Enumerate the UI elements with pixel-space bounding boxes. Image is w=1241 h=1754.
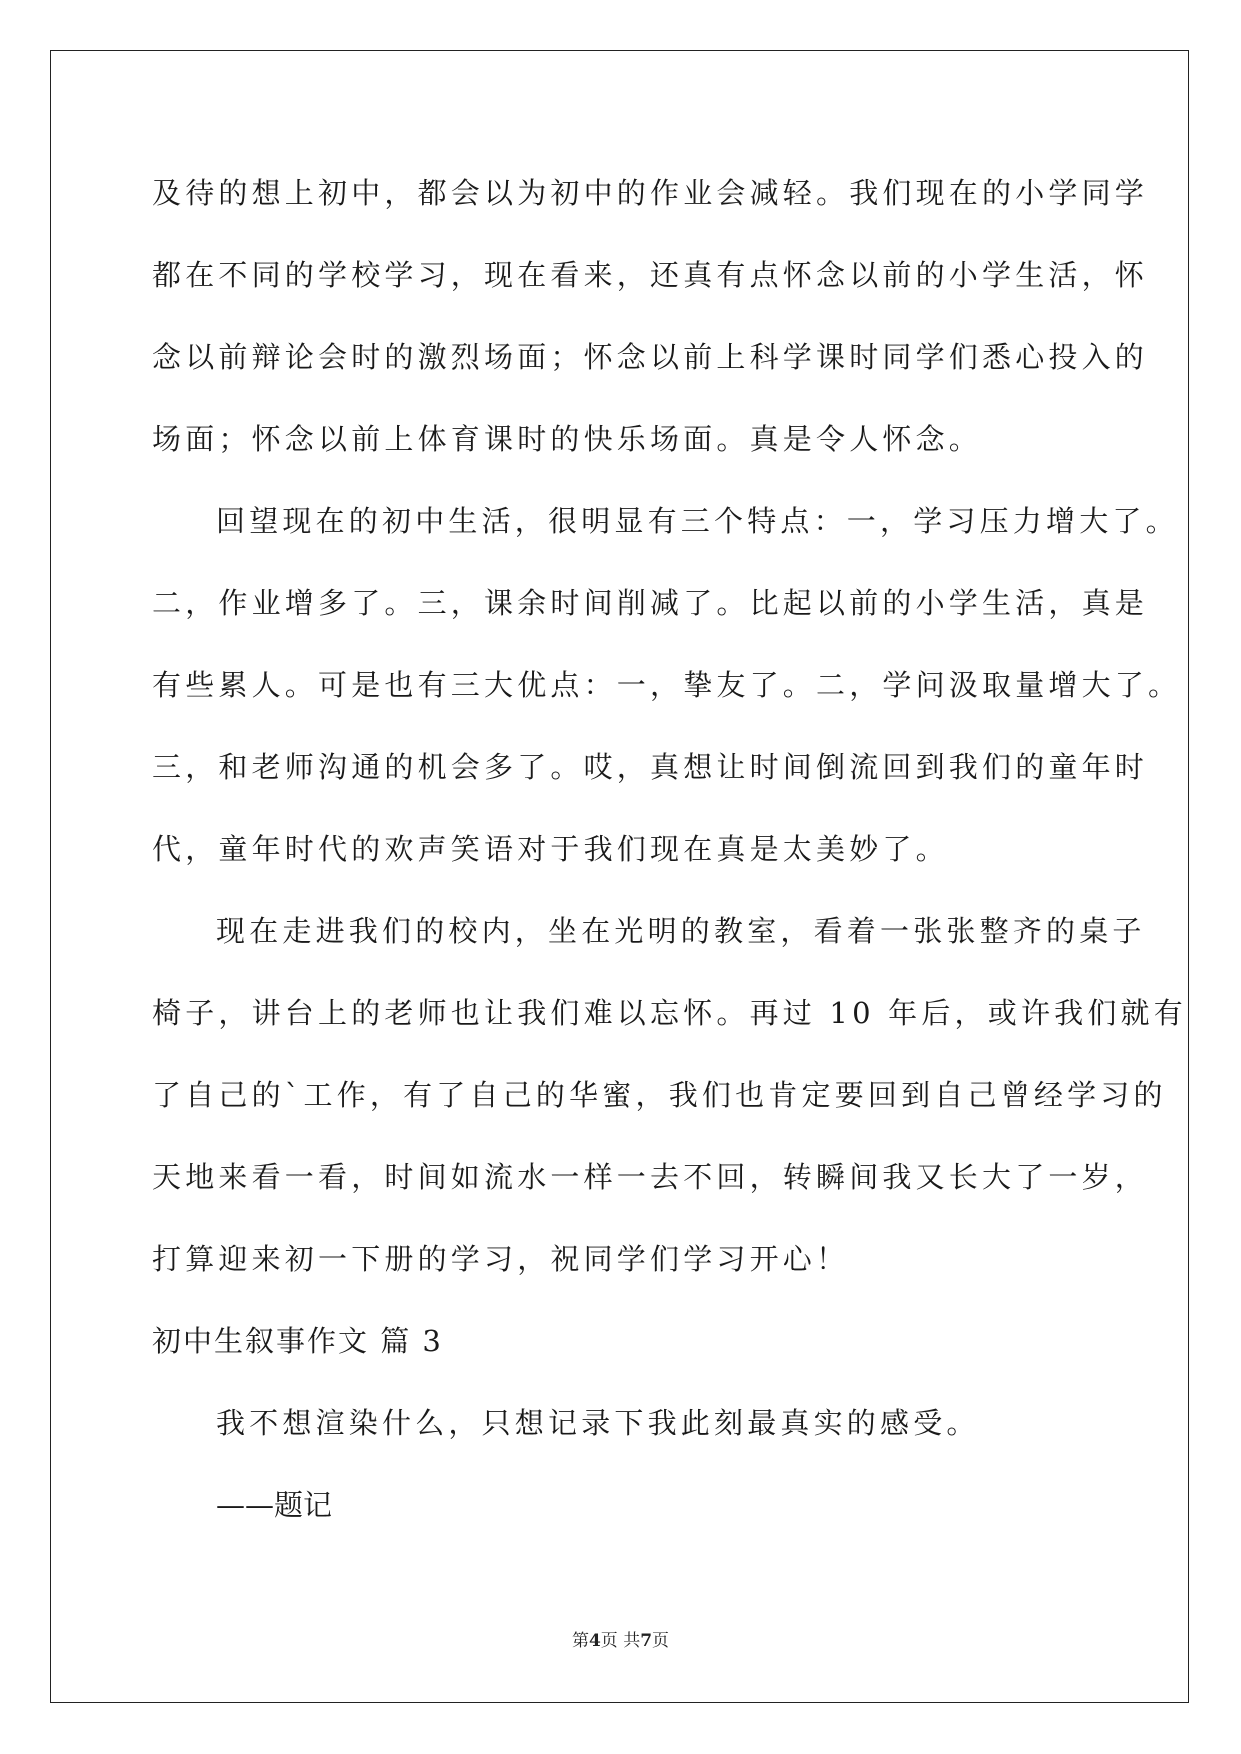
text-line: 都在不同的学校学习，现在看来，还真有点怀念以前的小学生活，怀 (152, 258, 1149, 292)
section-heading: 初中生叙事作文 篇 3 (152, 1324, 443, 1358)
text-line: 打算迎来初一下册的学习，祝同学们学习开心！ (152, 1242, 850, 1276)
text-line: 及待的想上初中，都会以为初中的作业会减轻。我们现在的小学同学 (152, 176, 1149, 210)
text-line: 代，童年时代的欢声笑语对于我们现在真是太美妙了。 (152, 832, 949, 866)
footer-prefix: 第 (571, 1631, 589, 1651)
footer-mid: 页 共 (600, 1631, 641, 1651)
document-body (152, 152, 1187, 1546)
text-line: 我不想渲染什么，只想记录下我此刻最真实的感受。 (216, 1406, 980, 1440)
text-line: 有些累人。可是也有三大优点：一，挚友了。二，学问汲取量增大了。 (152, 668, 1182, 702)
text-line: 现在走进我们的校内，坐在光明的教室，看着一张张整齐的桌子 (216, 914, 1146, 948)
text-line: 二，作业增多了。三，课余时间削减了。比起以前的小学生活，真是 (152, 586, 1149, 620)
page-footer (0, 1626, 1241, 1651)
text-line: 椅子，讲台上的老师也让我们难以忘怀。再过 10 年后，或许我们就有 (152, 996, 1187, 1030)
text-line: 三，和老师沟通的机会多了。哎，真想让时间倒流回到我们的童年时 (152, 750, 1149, 784)
text-line: 回望现在的初中生活，很明显有三个特点：一，学习压力增大了。 (216, 504, 1179, 538)
current-page-number: 4 (588, 1631, 601, 1651)
total-pages-number: 7 (640, 1631, 653, 1651)
text-line: 了自己的`工作，有了自己的华蜜，我们也肯定要回到自己曾经学习的 (152, 1078, 1167, 1112)
text-line: 场面；怀念以前上体育课时的快乐场面。真是令人怀念。 (152, 422, 983, 456)
epigraph-signature: ——题记 (216, 1488, 333, 1522)
text-line: 天地来看一看，时间如流水一样一去不回，转瞬间我又长大了一岁， (152, 1160, 1149, 1194)
footer-suffix: 页 (652, 1631, 670, 1651)
text-line: 念以前辩论会时的激烈场面；怀念以前上科学课时同学们悉心投入的 (152, 340, 1149, 374)
